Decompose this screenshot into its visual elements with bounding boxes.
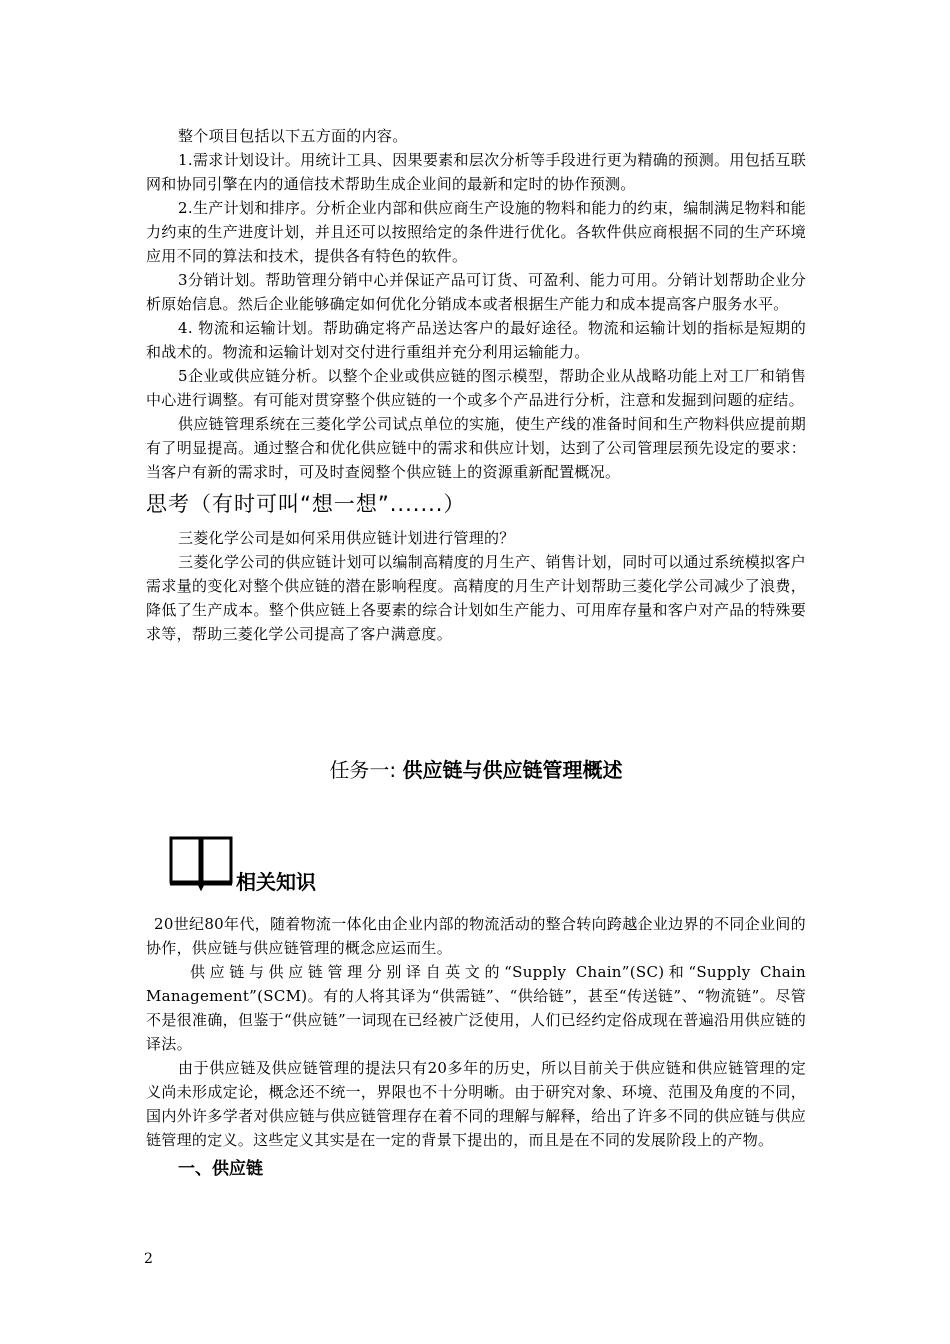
paragraph-item-5: 5企业或供应链分析。以整个企业或供应链的图示模型，帮助企业从战略功能上对工厂和销售中心进行调整。有可能对贯穿整个供应链的一个或多个产品进行分析，注意和发掘到问题的症结。 [146,367,806,409]
subheading-supply-chain: 一、供应链 [178,1159,263,1179]
task-prefix: 任务一: [329,758,403,782]
related-knowledge-label: 相关知识 [236,870,316,894]
task-heading [146,756,806,784]
think-heading: 思考（有时可叫“想一想”.......） [146,492,466,516]
page-number: 2 [144,1251,153,1267]
section-project-contents [146,124,806,646]
paragraph-item-1: 1.需求计划设计。用统计工具、因果要素和层次分析等手段进行更为精确的预测。用包括互联网和协同引擎在内的通信技术帮助生成企业间的最新和定时的协作预测。 [146,151,806,193]
paragraph-item-4: 4. 物流和运输计划。帮助确定将产品送达客户的最好途径。物流和运输计划的指标是短期的和战术的。物流和运输计划对交付进行重组并充分利用运输能力。 [146,319,806,361]
paragraph-origin: 20世纪80年代，随着物流一体化由企业内部的物流活动的整合转向跨越企业边界的不同企业间的协作，供应链与供应链管理的概念应运而生。 [146,915,806,957]
task-title: 供应链与供应链管理概述 [402,758,623,782]
paragraph-definition: 由于供应链及供应链管理的提法只有20多年的历史，所以目前关于供应链和供应链管理的定义尚未形成定论，概念还不统一，界限也不十分明晰。由于研究对象、环境、范围及角度的不同，国内外许多学者对供应链与供应链管理存在着不同的理解与解释，给出了许多不同的供应链与供应链管理的定义。这些定义其实是在一定的背景下提出的，而且是在不同的发展阶段上的产物。 [146,1059,806,1149]
paragraph-intro: 整个项目包括以下五方面的内容。 [178,127,408,145]
book-icon [168,834,234,896]
paragraph-translation: 供应链与供应链管理分别译自英文的“Supply Chain”(SC)和“Supply Chain Management”(SCM)。有的人将其译为“供需链”、“供给链”，甚至“传送链”、“物流链”。尽管不是很准确，但鉴于“供应链”一词现在已经被广泛使用，人们已经约定俗成现在普遍沿用供应链的译法。 [146,963,806,1053]
think-question: 三菱化学公司是如何采用供应链计划进行管理的？ [178,529,515,547]
paragraph-item-3: 3分销计划。帮助管理分销中心并保证产品可订货、可盈利、能力可用。分销计划帮助企业分析原始信息。然后企业能够确定如何优化分销成本或者根据生产能力和成本提高客户服务水平。 [146,271,806,313]
related-knowledge-heading [168,836,316,896]
think-answer: 三菱化学公司的供应链计划可以编制高精度的月生产、销售计划，同时可以通过系统模拟客户需求量的变化对整个供应链的潜在影响程度。高精度的月生产计划帮助三菱化学公司减少了浪费，降低了生产成本。整个供应链上各要素的综合计划如生产能力、可用库存量和客户对产品的特殊要求等，帮助三菱化学公司提高了客户满意度。 [146,553,806,643]
section-supply-chain-intro [146,912,806,1182]
paragraph-item-2: 2.生产计划和排序。分析企业内部和供应商生产设施的物料和能力的约束，编制满足物料和能力约束的生产进度计划，并且还可以按照给定的条件进行优化。各软件供应商根据不同的生产环境应用不同的算法和技术，提供各有特色的软件。 [146,199,806,265]
paragraph-implementation: 供应链管理系统在三菱化学公司试点单位的实施，使生产线的准备时间和生产物料供应提前期有了明显提高。通过整合和优化供应链中的需求和供应计划，达到了公司管理层预先设定的要求：当客户有新的需求时，可及时查阅整个供应链上的资源重新配置概况。 [146,415,806,481]
